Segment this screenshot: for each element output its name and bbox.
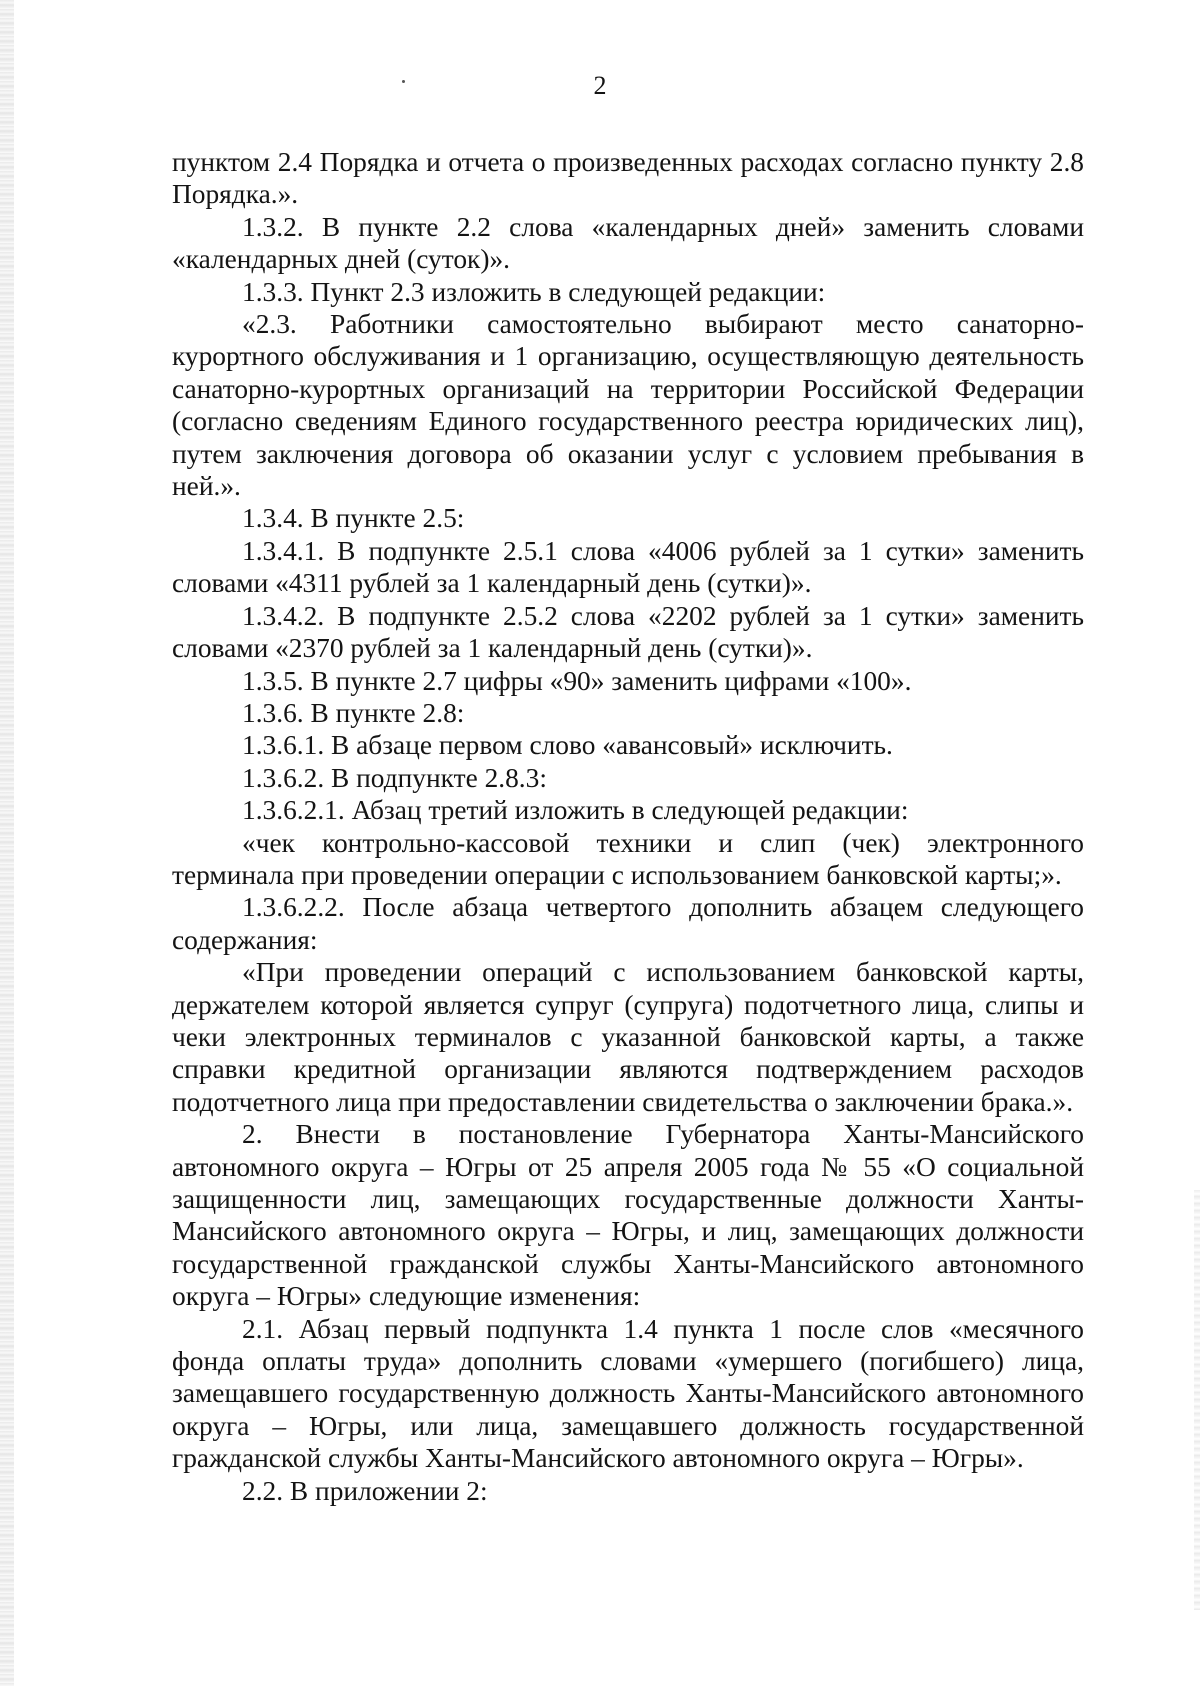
- scan-speck: [402, 80, 405, 83]
- paragraph-continuation: пунктом 2.4 Порядка и отчета о произведенных расходах согласно пункту 2.8 Порядка.».: [172, 147, 1084, 210]
- paragraph-quote-bank-card: «При проведении операций с использованием банковской карты, держателем которой является супруг (супруга) подотчетного лица, слипы и чеки электронных терминалов с указанной банковской карты, а также справки кредитной организации являются подтверждением расходов подотчетного лица при предоставлении свидетельства о заключении брака.».: [172, 957, 1084, 1117]
- paragraph-1-3-4-2: 1.3.4.2. В подпункте 2.5.2 слова «2202 рублей за 1 сутки» заменить словами «2370 рублей за 1 календарный день (сутки)».: [172, 600, 1084, 664]
- document-body: [172, 146, 1084, 1507]
- paragraph-1-3-6-1: 1.3.6.1. В абзаце первом слово «авансовый» исключить.: [242, 730, 893, 761]
- paragraph-1-3-6-2-1: 1.3.6.2.1. Абзац третий изложить в следующей редакции:: [242, 795, 909, 826]
- scan-edge-left: [0, 0, 14, 1686]
- paragraph-quote-2-3: «2.3. Работники самостоятельно выбирают место санаторно-курортного обслуживания и 1 организацию, осуществляющую деятельность санаторно-курортных организаций на территории Российской Федерации (согласно сведениям Единого государственного реестра юридических лиц), путем заключения договора об оказании услуг с условием пребывания в ней.».: [172, 309, 1084, 502]
- paragraph-1-3-6-2-2: 1.3.6.2.2. После абзаца четвертого дополнить абзацем следующего содержания:: [172, 892, 1084, 955]
- paragraph-1-3-3: 1.3.3. Пункт 2.3 изложить в следующей редакции:: [242, 276, 826, 307]
- paragraph-2: 2. Внести в постановление Губернатора Ханты-Мансийского автономного округа – Югры от 25 апреля 2005 года № 55 «О социальной защищенности лиц, замещающих государственные должности Ханты-Мансийского автономного округа – Югры, и лиц, замещающих должности государственной гражданской службы Ханты-Мансийского автономного округа – Югры» следующие изменения:: [172, 1119, 1084, 1312]
- paragraph-2-2: 2.2. В приложении 2:: [242, 1475, 488, 1506]
- paragraph-1-3-5: 1.3.5. В пункте 2.7 цифры «90» заменить цифрами «100».: [242, 665, 912, 696]
- paragraph-1-3-2: 1.3.2. В пункте 2.2 слова «календарных дней» заменить словами «календарных дней (суток)».: [172, 211, 1084, 275]
- paragraph-1-3-4-1: 1.3.4.1. В подпункте 2.5.1 слова «4006 рублей за 1 сутки» заменить словами «4311 рублей за 1 календарный день (сутки)».: [172, 535, 1084, 599]
- page-number: 2: [593, 71, 607, 100]
- paragraph-2-1: 2.1. Абзац первый подпункта 1.4 пункта 1 после слов «месячного фонда оплаты труда» дополнить словами «умершего (погибшего) лица, замещавшего государственную должность Ханты-Мансийского автономного округа – Югры, или лица, замещавшего должность государственной гражданской службы Ханты-Мансийского автономного округа – Югры».: [172, 1313, 1084, 1474]
- scan-edge-right: [1194, 1190, 1200, 1610]
- paragraph-quote-check: «чек контрольно-кассовой техники и слип (чек) электронного терминала при проведении операции с использованием банковской карты;».: [172, 827, 1084, 890]
- paragraph-1-3-6: 1.3.6. В пункте 2.8:: [242, 697, 465, 728]
- paragraph-1-3-6-2: 1.3.6.2. В подпункте 2.8.3:: [242, 762, 547, 793]
- paragraph-1-3-4: 1.3.4. В пункте 2.5:: [242, 503, 465, 534]
